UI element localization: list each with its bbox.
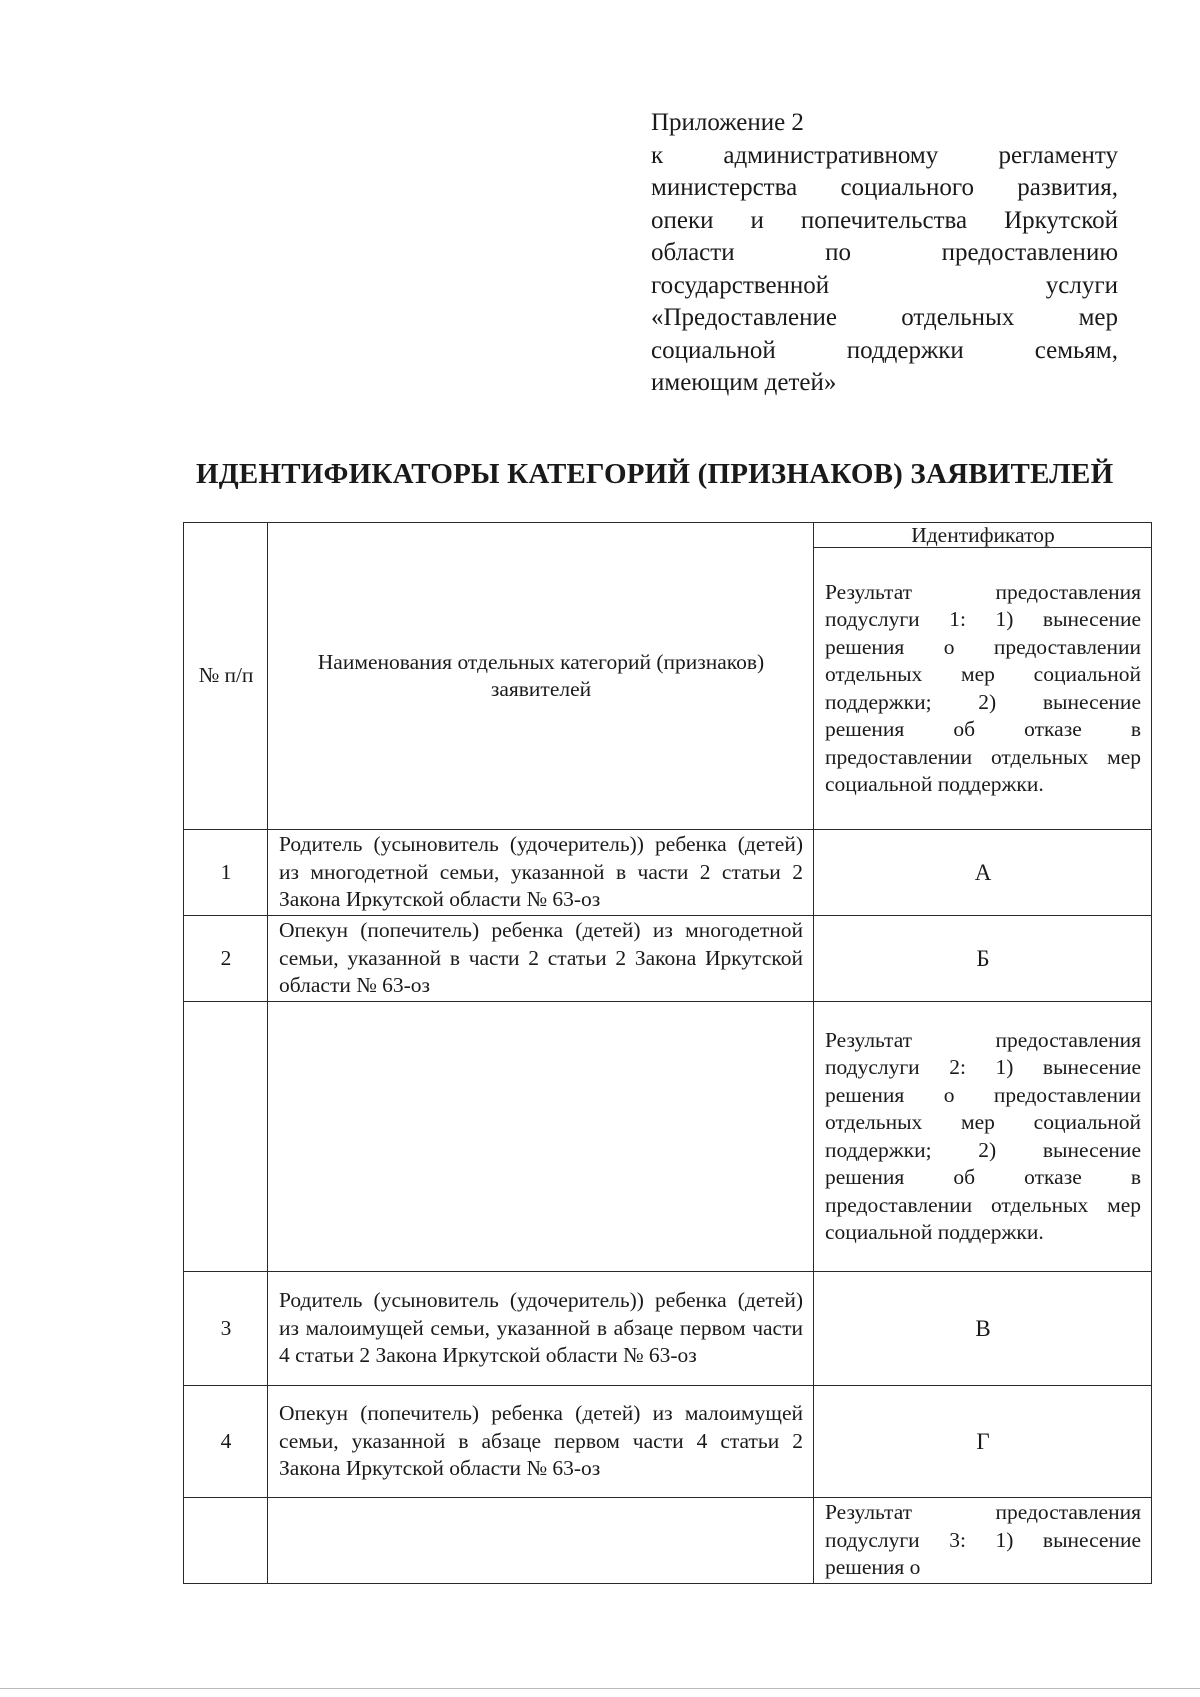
table-row	[184, 916, 1152, 1002]
appendix-line: имеющим детей»	[651, 369, 837, 396]
result-row	[184, 1002, 1152, 1272]
row-category-name: Родитель (усыновитель (удочеритель)) ребенка (детей) из малоимущей семьи, указанной в абзаце первом части 4 статьи 2 Закона Иркутской области № 63-оз	[268, 1272, 814, 1386]
appendix-line: области по предоставлению	[651, 239, 1118, 266]
table-header-row	[184, 523, 1152, 548]
appendix-line: «Предоставление отдельных мер	[651, 304, 1118, 331]
result-2-text: Результат предоставления подуслуги 2: 1) вынесение решения о предоставлении отдельных мер социальной поддержки; 2) вынесение решения об отказе в предоставлении отдельных мер социальной поддержки.	[814, 1002, 1152, 1272]
result-row	[184, 1498, 1152, 1584]
row-identifier-code: Б	[814, 916, 1152, 1002]
empty-cell	[184, 1498, 268, 1584]
page-edge-line	[0, 1688, 1200, 1689]
table-row	[184, 1386, 1152, 1498]
row-number: 4	[184, 1386, 268, 1498]
appendix-line: опеки и попечительства Иркутской	[651, 206, 1118, 234]
empty-cell	[268, 1002, 814, 1272]
result-3-text: Результат предоставления подуслуги 3: 1) вынесение решения о	[814, 1498, 1152, 1584]
empty-cell	[184, 1002, 268, 1272]
row-number: 2	[184, 916, 268, 1002]
row-identifier-code: Г	[814, 1386, 1152, 1498]
header-number: № п/п	[184, 523, 268, 830]
document-title: ИДЕНТИФИКАТОРЫ КАТЕГОРИЙ (ПРИЗНАКОВ) ЗАЯВИТЕЛЕЙ	[196, 458, 1114, 490]
header-name: Наименования отдельных категорий (признаков) заявителей	[268, 523, 814, 830]
row-number: 1	[184, 830, 268, 916]
identifiers-table	[183, 522, 1152, 1584]
appendix-line: социальной поддержки семьям,	[651, 336, 1118, 364]
row-category-name: Опекун (попечитель) ребенка (детей) из малоимущей семьи, указанной в абзаце первом части 4 статьи 2 Закона Иркутской области № 63-оз	[268, 1386, 814, 1498]
header-identifier: Идентификатор	[814, 523, 1152, 548]
table-row	[184, 1272, 1152, 1386]
row-identifier-code: В	[814, 1272, 1152, 1386]
appendix-line: министерства социального развития,	[651, 174, 1118, 201]
result-1-text: Результат предоставления подуслуги 1: 1) вынесение решения о предоставлении отдельных мер социальной поддержки; 2) вынесение решения об отказе в предоставлении отдельных мер социальной поддержки.	[814, 548, 1152, 830]
row-category-name: Родитель (усыновитель (удочеритель)) ребенка (детей) из многодетной семьи, указанной в части 2 статьи 2 Закона Иркутской области № 63-оз	[268, 830, 814, 916]
row-identifier-code: А	[814, 830, 1152, 916]
appendix-line: государственной услуги	[651, 271, 1118, 299]
empty-cell	[268, 1498, 814, 1584]
table-row	[184, 830, 1152, 916]
appendix-line: к административному регламенту	[651, 141, 1118, 169]
row-number: 3	[184, 1272, 268, 1386]
row-category-name: Опекун (попечитель) ребенка (детей) из многодетной семьи, указанной в части 2 статьи 2 Закона Иркутской области № 63-оз	[268, 916, 814, 1002]
appendix-header	[651, 107, 1118, 400]
appendix-line: Приложение 2	[651, 109, 804, 136]
